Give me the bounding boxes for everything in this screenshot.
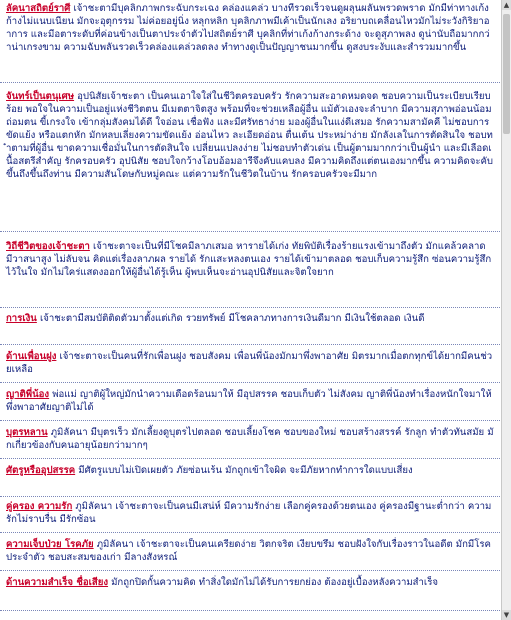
section-ascendant	[6, 2, 494, 54]
section-title: วิถีชีวิตของเจ้าชะตา	[6, 241, 90, 252]
section-title: ศัตรูหรืออุปสรรค	[6, 465, 76, 476]
section-text: เจ้าชะตาจะเป็นคนที่รักเพื่อนฝูง ชอบสังคม เพื่อนพี่น้องมักมาพึ่งพาอาศัย มิตรมากเมื่อตกทุกข์ได้ยากมีคนช่วยเหลือ	[6, 351, 493, 375]
section-title: ด้านเพื่อนฝูง	[6, 351, 57, 362]
section-text: พ่อแม่ ญาติผู้ใหญ่มักนำความเดือดร้อนมาให้ มีอุปสรรค ชอบเก็บตัว ไม่สังคม ญาติพี่น้องทำเรื่องหนักใจมาให้ พึ่งพาอาศัยญาติไม่ได้	[6, 389, 492, 413]
section-health	[6, 538, 494, 564]
section-moon	[6, 90, 494, 181]
divider	[0, 458, 500, 459]
section-text: มักถูกปิดกั้นความคิด ทำสิ่งใดมักไม่ได้รับการยกย่อง ต้องอยู่เบื้องหลังความสำเร็จ	[111, 577, 438, 588]
divider	[0, 570, 500, 571]
vertical-scrollbar[interactable]	[501, 0, 511, 620]
section-friends	[6, 350, 494, 376]
section-title: คู่ครอง ความรัก	[6, 501, 73, 512]
scroll-down-arrow-icon[interactable]: ▼	[503, 611, 510, 619]
section-title: บุตรหลาน	[6, 427, 48, 438]
divider	[0, 344, 500, 345]
section-title: จันทร์เป็นตนุเศษ	[6, 91, 75, 102]
section-text: มีศัตรูแบบไม่เปิดเผยตัว ภัยซ่อนเร้น มักถูกเข้าใจผิด จะมีภัยหากทำการใดแบบเสี่ยง	[78, 465, 413, 476]
section-title: การเงิน	[6, 313, 37, 324]
scroll-up-arrow-icon[interactable]: ▲	[503, 1, 510, 9]
section-text: เจ้าชะตาจะเป็นที่มีโชคมีลาภเสมอ หารายได้เก่ง ทัยพิบัติเรื่องร้ายแรงเข้ามาถึงตัว มักแคล้วคลาด มีวาสนาสูง ไม่ลับจน คิดแต่เรื่องลาภผล รายได้ รักแสะหลงตนเอง รายได้เข้ามาตลอด ชอบเก็บความรู้สึก ซ่อนความรู้สึกไว้ในใจ มักไม่ใคร่แสดงออกให้ผู้อื่นได้รู้เห็น ผู้พบเห็นจะอ่านอุปนิสัยและจิตใจยาก	[6, 241, 492, 278]
section-finance	[6, 312, 494, 325]
divider	[0, 496, 500, 497]
section-children	[6, 426, 494, 452]
section-text: ภูมิลัคนา เจ้าชะตาจะเป็นคนเครียดง่าย วิตกจริต เงียบขรึม ชอบฝังใจกับเรื่องราวในอดีต มักมีโรคประจำตัว ชอบสะสมของเก่า มีลางสังหรณ์	[6, 539, 491, 563]
section-text: เจ้าชะตามีสมบัติติดตัวมาตั้งแต่เกิด รวยทรัพย์ มีโชคลาภทางการเงินดีมาก มีเงินใช้ตลอด เงินดี	[39, 313, 425, 324]
section-text: ภูมิลัคนา มีบุตรเร็ว มักเลี้ยงดูบุตรไปตลอด ชอบเลี้ยงโชค ชอบของใหม่ ชอบสร้างสรรค์ รักลูก ทำตัวทันสมัย มักเกี่ยวข้องกับคนอายุน้อยกว่ามากๆ	[6, 427, 494, 451]
scrollbar-thumb[interactable]	[503, 14, 510, 134]
section-love	[6, 500, 494, 526]
section-life-path	[6, 240, 494, 279]
section-success	[6, 576, 494, 589]
divider	[0, 82, 500, 83]
section-text: ภูมิลัคนา เจ้าชะตาจะเป็นคนมีเสน่ห์ มีความรักง่าย เลือกคู่ครองด้วยตนเอง คู่ครองมีฐานะต่ำกว่า ความรักไม่ราบรื่น มีรักซ้อน	[6, 501, 492, 525]
section-title: ความเจ็บป่วย โรคภัย	[6, 539, 94, 550]
divider	[0, 382, 500, 383]
section-title: ด้านความสำเร็จ ชื่อเสียง	[6, 577, 109, 588]
section-enemies	[6, 464, 494, 477]
section-text: เจ้าชะตามีบุคลิกภาพกระฉับกระเฉง คล่องแคล่ว บางทีรวดเร็วจนดูผลุนผลันพรวดพราด มักมีท่าทางเก้งก้างไม่แนบเนียน มักจะอุตุกรรม ไม่ค่อยอยู่นิ่ง หลุกหลิก บุคลิกภาพมีเค้าเป็นนักเลง อริยาบถเคลื่อนไหวมักไม่ระวังกิริยาอาการ และมีอตาระดับที่ค่อนข้างเป็นตาประจำตัวไปสถิตย์ราศี บุคลิกที่ท่าเก้งก้างกระด้าง จะดูสุภาพลง ดูน่านับถือมากกว่าน่าเกรงขาม ความฉับพลันรวดเร็วคล่องแคล่วลดลง ทำทางดูเป็นปัญญาชนมากขึ้น ดูสงบระงับและสำรวมมากขึ้น	[6, 3, 490, 53]
divider	[0, 231, 500, 232]
divider	[0, 307, 500, 308]
divider	[0, 610, 500, 611]
section-relatives	[6, 388, 494, 414]
section-text: อุปนิสัยเจ้าชะตา เป็นคนเอาใจใส่ในชีวิตครอบครัว รักความสะอาดหมดจด ชอบความเป็นระเบียบเรียบร้อย พอใจในความเป็นอยู่แห่งชีวิตตน มีเมตตาจิตสูง พร้อมที่จะช่วยเหลือผู้อื่น แม้ตัวเองจะลำบาก มีความสุภาพอ่อนน้อมถ่อมตน ขี้เกรงใจ เข้ากลุ่มสังคมได้ดี ใจอ่อน เชื่อฟัง และมีศรัทธาง่าย มองผู้อื่นในแง่ดีเสมอ รักความสามัคคี ไม่ชอบการขัดแย้ง หรือแตกหัก มักหลบเลี่ยงความขัดแย้ง อ่อนไหว ละเอียดอ่อน ตื่นเต้น ประหม่าง่าย มักลังเลในการตัดสินใจ ชอบทำตามที่ผู้อื่น ขาดความเชื่อมั่นในการตัดสินใจ เปลี่ยนแปลงง่าย ไม่ชอบทำตัวเด่น เป็นผู้ตามมากกว่าเป็นผู้นำ และมีเลือดเนื้อสตรีสำคัญ รักครอบครัว อุปนิสัย ชอบใจกว้างโอบอ้อมอารีจึงคับแคบลง มีความคิดถึงแต่ตนเองมากขึ้น ความคิดจะคับขึ้นถึงขึ้นถึงท่าน มีความสันโดษกับหมู่คณะ แต่ความรักในชีวิตในบ้าน รักครอบครัวจะมีมาก	[6, 91, 494, 180]
section-title: ลัคนาสถิตย์ราศี	[6, 3, 71, 14]
divider	[0, 420, 500, 421]
divider	[0, 532, 500, 533]
section-title: ญาติพี่น้อง	[6, 389, 50, 400]
